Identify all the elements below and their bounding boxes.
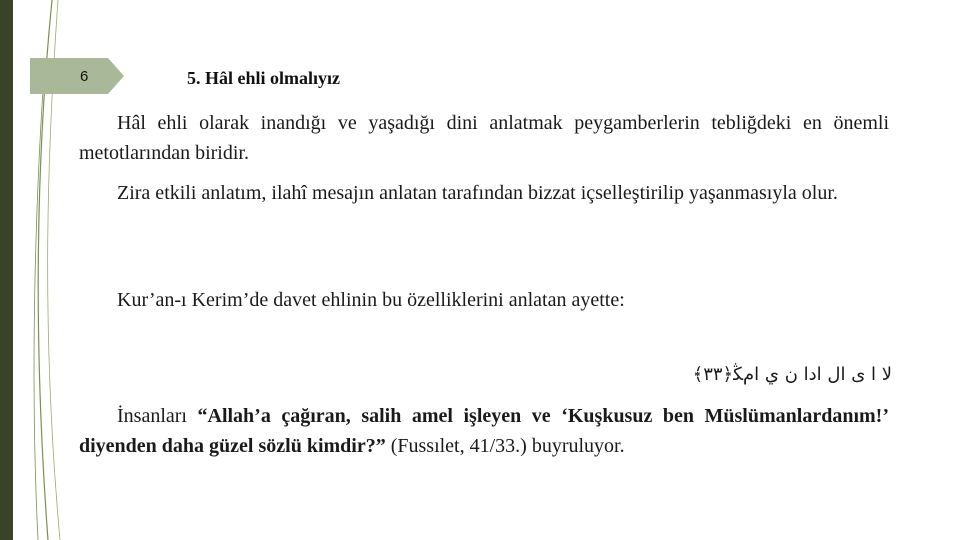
paragraph-3: Kur’an-ı Kerim’de davet ehlinin bu özelliklerini anlatan ayette: (117, 289, 625, 311)
arabic-verse: لا ا ى ال ادا ن ي امﯖ﴿٣٣﴾ (692, 364, 892, 385)
verse-translation-quote: “Allah’a çağıran, salih amel işleyen ve ‘Kuşkusuz ben Müslümanlardanım!’ diyenden daha güzel sözlü kimdir?” (79, 405, 889, 457)
paragraph-4 (79, 401, 889, 461)
page-number-tab (30, 58, 130, 94)
verse-reference: (Fussılet, 41/33.) buyruluyor. (385, 435, 625, 457)
paragraph-1: Hâl ehli olarak inandığı ve yaşadığı dini anlatmak peygamberlerin tebliğdeki en önemli metotlarından biridir. (79, 112, 889, 164)
paragraph-2: Zira etkili anlatım, ilahî mesajın anlatan tarafından bizzat içselleştirilip yaşanmasıyla olur. (117, 182, 838, 204)
section-title: 5. Hâl ehli olmalıyız (187, 68, 340, 88)
paragraph-4-lead: İnsanları (117, 405, 198, 427)
page-number: 6 (80, 68, 89, 85)
